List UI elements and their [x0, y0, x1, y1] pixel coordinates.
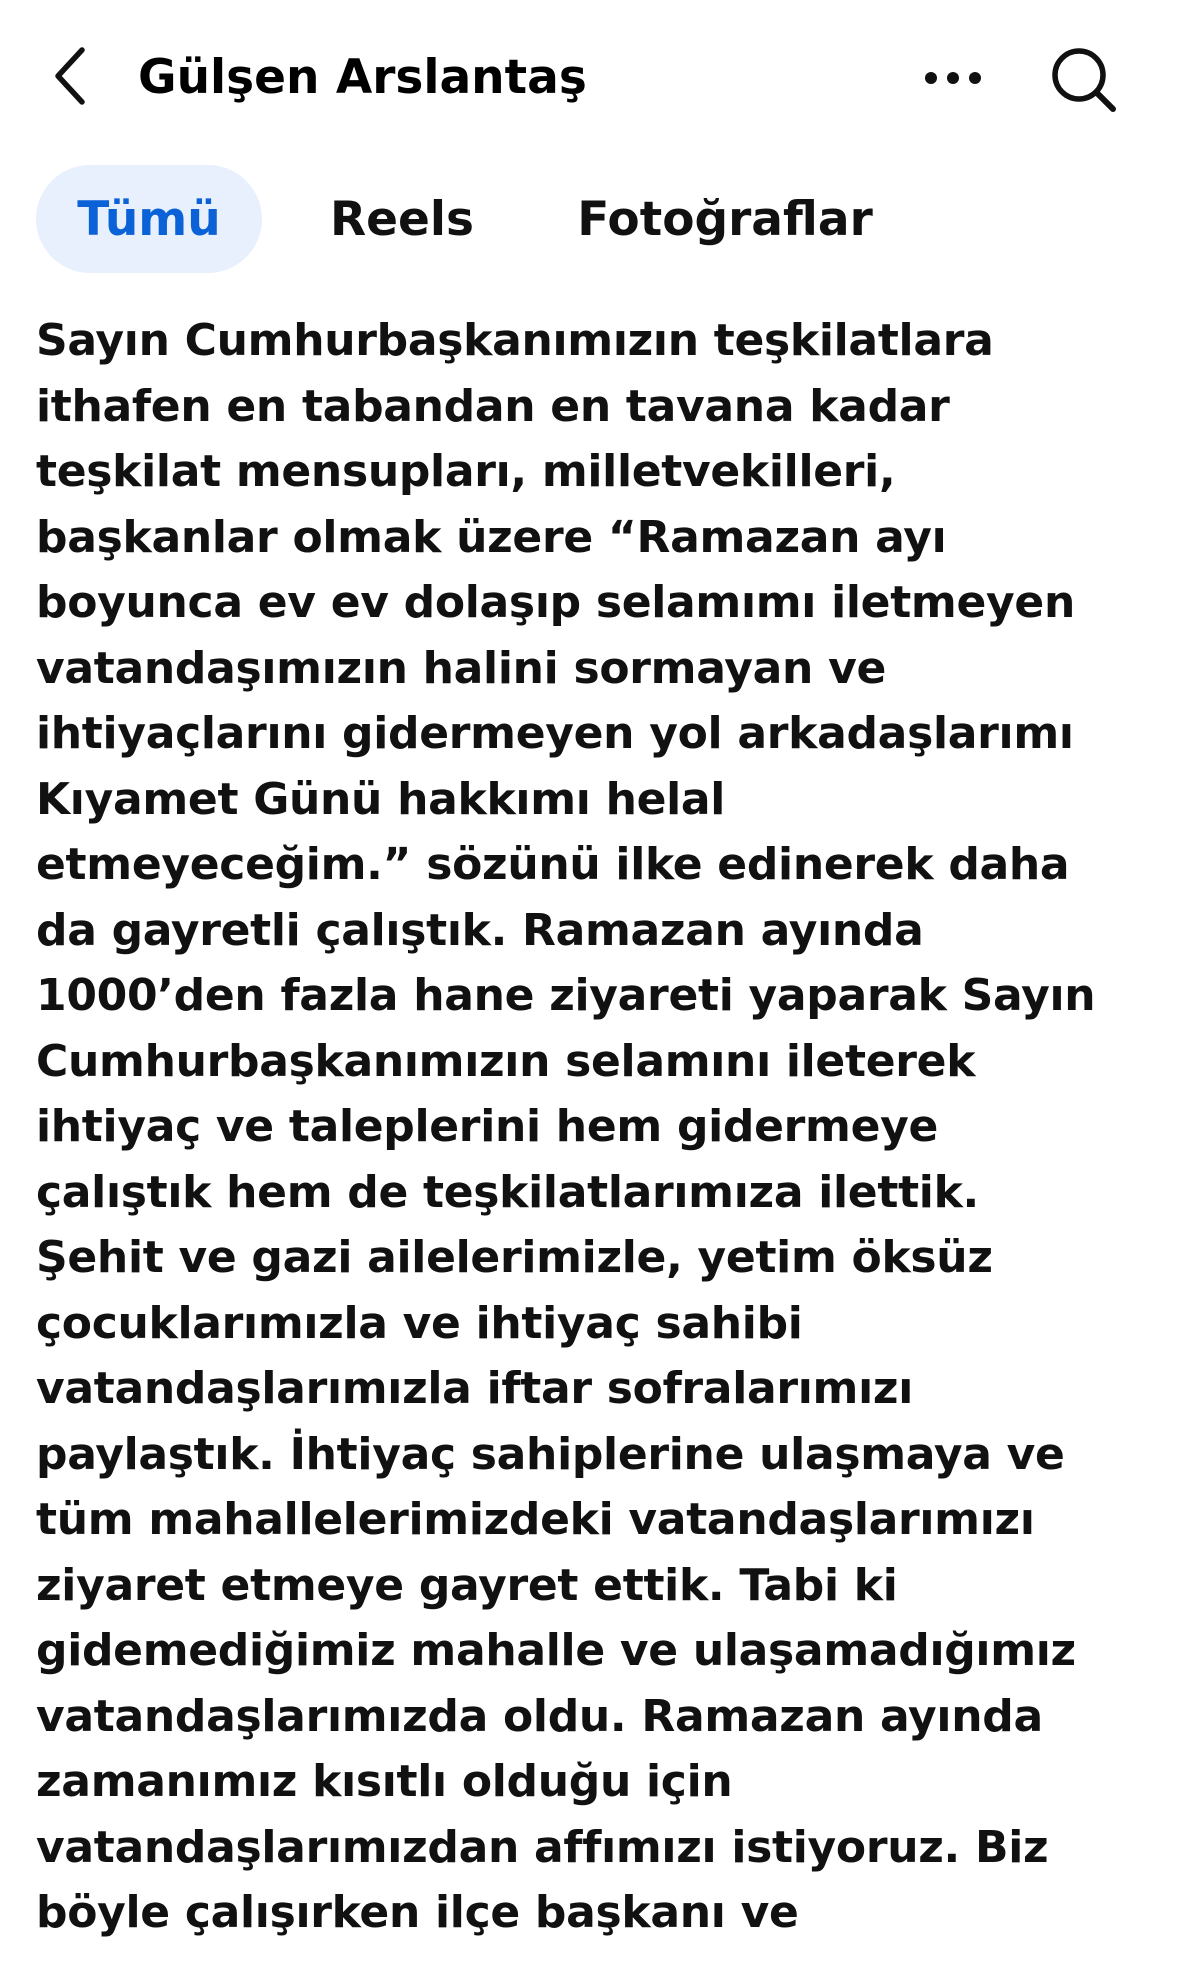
search-button[interactable] — [1046, 42, 1122, 118]
app-header — [0, 0, 1179, 160]
more-options-button[interactable] — [918, 50, 988, 106]
page-title: Gülşen Arslantaş — [138, 50, 587, 105]
post-text-line: paylaştık. İhtiyaç sahiplerine ulaşmaya ve — [36, 1428, 1065, 1480]
post-text-line: 1000’den fazla hane ziyareti yaparak Sayın — [36, 970, 1096, 1021]
post-text-line: vatandaşlarımızla iftar sofralarımızı — [36, 1363, 913, 1414]
post-text-line: tüm mahallelerimizdeki vatandaşlarımızı — [36, 1494, 1035, 1545]
tab-photos[interactable]: Fotoğraflar — [577, 191, 873, 247]
tab-bar — [0, 165, 1179, 275]
post-text-line: ziyaret etmeye gayret ettik. Tabi ki — [36, 1559, 898, 1611]
post-text-line: vatandaşımızın halini sormayan ve — [36, 642, 886, 694]
post-text-line: vatandaşlarımızdan affımızı istiyoruz. Biz — [36, 1821, 1049, 1873]
post-text-line: Cumhurbaşkanımızın selamını ileterek — [36, 1035, 976, 1087]
tab-reels[interactable]: Reels — [329, 191, 475, 247]
post-text-line: zamanımız kısıtlı olduğu için — [36, 1756, 733, 1807]
back-button[interactable] — [40, 40, 100, 112]
post-text-line: böyle çalışırken ilçe başkanı ve — [36, 1887, 799, 1938]
more-horizontal-icon — [923, 70, 983, 86]
search-icon — [1049, 45, 1119, 115]
post-text-line: Sayın Cumhurbaşkanımızın teşkilatlara — [36, 315, 994, 366]
post-text-line: teşkilat mensupları, milletvekilleri, — [36, 446, 896, 497]
post-text-line: etmeyeceğim.” sözünü ilke edinerek daha — [36, 839, 1070, 890]
post-text-line: gidemediğimiz mahalle ve ulaşamadığımız — [36, 1625, 1076, 1676]
post-text-line: çocuklarımızla ve ihtiyaç sahibi — [36, 1297, 803, 1349]
post-text-line: ihtiyaç ve taleplerini hem gidermeye — [36, 1101, 939, 1152]
post-text-line: başkanlar olmak üzere “Ramazan ayı — [36, 511, 947, 563]
chevron-left-icon — [50, 44, 90, 108]
post-text-line: çalıştık hem de teşkilatlarımıza ilettik. — [36, 1166, 979, 1218]
post-text-line: Şehit ve gazi ailelerimizle, yetim öksüz — [36, 1232, 993, 1283]
post-text-line: boyunca ev ev dolaşıp selamımı iletmeyen — [36, 577, 1075, 628]
post-text-line: ihtiyaçlarını gidermeyen yol arkadaşlarımı — [36, 708, 1074, 759]
post-text-line: vatandaşlarımızda oldu. Ramazan ayında — [36, 1690, 1043, 1742]
post-text-line: Kıyamet Günü hakkımı helal — [36, 773, 726, 825]
post-text-line: da gayretli çalıştık. Ramazan ayında — [36, 904, 924, 956]
post-text-line: ithafen en tabandan en tavana kadar — [36, 380, 950, 432]
tab-all[interactable]: Tümü — [36, 165, 262, 273]
post-text — [36, 308, 1156, 1946]
